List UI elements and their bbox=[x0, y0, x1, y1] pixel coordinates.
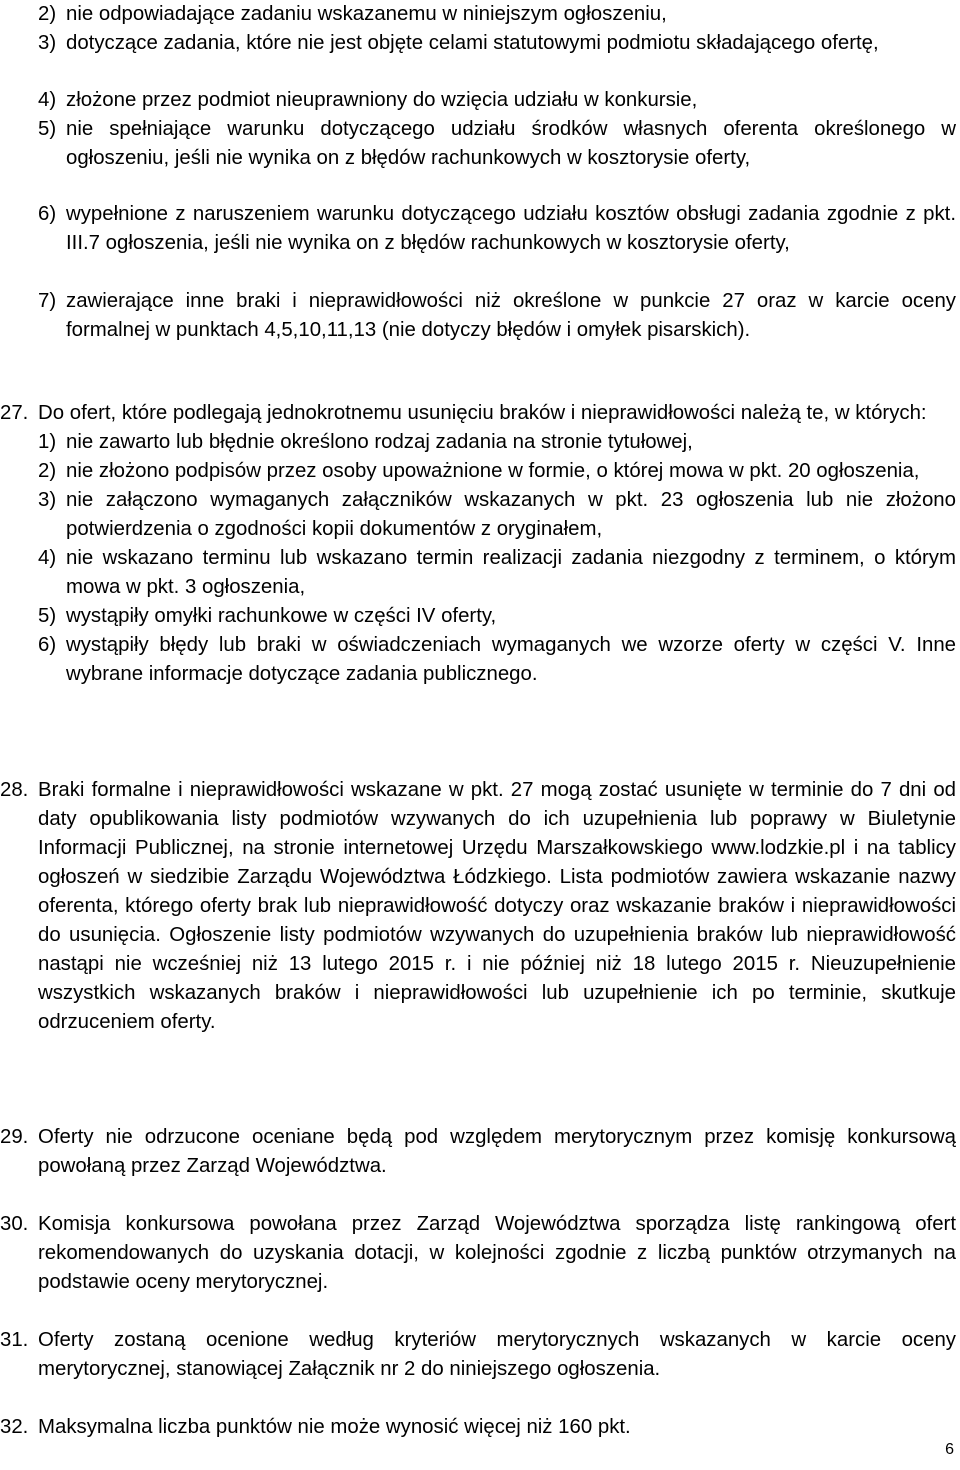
list-item-text: nie złożono podpisów przez osoby upoważnione w formie, o której mowa w pkt. 20 ogłoszenia, bbox=[66, 460, 920, 482]
section-number: 28. bbox=[0, 779, 29, 801]
section-number: 30. bbox=[0, 1213, 29, 1235]
section-28 bbox=[0, 776, 956, 1037]
list-item bbox=[38, 200, 956, 258]
list-item-text: wystąpiły omyłki rachunkowe w części IV oferty, bbox=[66, 605, 497, 627]
list-item-number: 4) bbox=[38, 89, 57, 111]
list-item bbox=[38, 602, 956, 631]
section-text: Do ofert, które podlegają jednokrotnemu usunięciu braków i nieprawidłowości należą te, w których: bbox=[38, 402, 927, 424]
list-item-text: nie spełniające warunku dotyczącego udziału środków własnych oferenta określonego w ogłoszeniu, jeśli nie wynika on z błędów rachunkowych w kosztorysie oferty, bbox=[66, 118, 956, 169]
list-item-text: nie odpowiadające zadaniu wskazanemu w niniejszym ogłoszeniu, bbox=[66, 3, 667, 25]
list-item-number: 4) bbox=[38, 547, 57, 569]
section-number: 29. bbox=[0, 1126, 29, 1148]
list-item-number: 1) bbox=[38, 431, 57, 453]
section-31 bbox=[0, 1326, 956, 1384]
list-item-text: nie wskazano terminu lub wskazano termin realizacji zadania niezgodny z terminem, o którym mowa w pkt. 3 ogłoszenia, bbox=[66, 547, 956, 598]
section-27 bbox=[0, 399, 956, 689]
section-text: Komisja konkursowa powołana przez Zarząd Województwa sporządza listę rankingową ofert rekomendowanych do uzyskania dotacji, w kolejności zgodnie z liczbą punktów otrzymanych na podstawie oceny merytorycznej. bbox=[38, 1213, 956, 1293]
list-item bbox=[38, 631, 956, 689]
list-item bbox=[38, 0, 956, 29]
list-item-number: 2) bbox=[38, 3, 57, 25]
list-item-text: nie zawarto lub błędnie określono rodzaj zadania na stronie tytułowej, bbox=[66, 431, 693, 453]
list-item-text: dotyczące zadania, które nie jest objęte celami statutowymi podmiotu składającego ofertę, bbox=[66, 32, 879, 54]
list-item-number: 7) bbox=[38, 290, 57, 312]
section-29 bbox=[0, 1123, 956, 1181]
list-item-number: 2) bbox=[38, 460, 57, 482]
list-item bbox=[38, 486, 956, 544]
list-item-number: 6) bbox=[38, 634, 57, 656]
list-item-text: nie załączono wymaganych załączników wskazanych w pkt. 23 ogłoszenia lub nie złożono potwierdzenia o zgodności kopii dokumentów z oryginałem, bbox=[66, 489, 956, 540]
list-item-text: zawierające inne braki i nieprawidłowości niż określone w punkcie 27 oraz w karcie oceny formalnej w punktach 4,5,10,11,13 (nie dotyczy błędów i omyłek pisarskich). bbox=[66, 290, 956, 341]
list-item-text: złożone przez podmiot nieuprawniony do wzięcia udziału w konkursie, bbox=[66, 89, 698, 111]
section-text: Oferty nie odrzucone oceniane będą pod względem merytorycznym przez komisję konkursową powołaną przez Zarząd Województwa. bbox=[38, 1126, 956, 1177]
list-item bbox=[38, 86, 956, 115]
list-item bbox=[38, 29, 956, 58]
list-item bbox=[38, 287, 956, 345]
list-item-number: 5) bbox=[38, 605, 57, 627]
section-32 bbox=[0, 1413, 956, 1442]
list-item bbox=[38, 428, 956, 457]
section-number: 27. bbox=[0, 402, 29, 424]
section-text: Oferty zostaną ocenione według kryteriów merytorycznych wskazanych w karcie oceny merytorycznej, stanowiącej Załącznik nr 2 do niniejszego ogłoszenia. bbox=[38, 1329, 956, 1380]
section-text: Maksymalna liczba punktów nie może wynosić więcej niż 160 pkt. bbox=[38, 1416, 631, 1438]
section-number: 31. bbox=[0, 1329, 29, 1351]
section-text: Braki formalne i nieprawidłowości wskazane w pkt. 27 mogą zostać usunięte w terminie do 7 dni od daty opublikowania listy podmiotów wzywanych do ich uzupełnienia lub poprawy w Biuletynie Informacji Publicznej, na stronie internetowej Urzędu Marszałkowskiego www.lodzkie.pl i na tablicy ogłoszeń w siedzibie Zarządu Województwa Łódzkiego. Lista podmiotów zawiera wskazanie nazwy oferenta, którego oferty brak lub nieprawidłowość dotyczy oraz wskazanie braków i nieprawidłowości do usunięcia. Ogłoszenie listy podmiotów wzywanych do uzupełnienia braków lub nieprawidłowość nastąpi nie wcześniej niż 13 lutego 2015 r. i nie później niż 18 lutego 2015 r. Nieuzupełnienie wszystkich wskazanych braków i nieprawidłowości lub uzupełnienie ich po terminie, skutkuje odrzuceniem oferty. bbox=[38, 779, 956, 1033]
list-item bbox=[38, 544, 956, 602]
list-item bbox=[38, 457, 956, 486]
list-item-number: 6) bbox=[38, 203, 57, 225]
section-number: 32. bbox=[0, 1416, 29, 1438]
list-item-number: 3) bbox=[38, 32, 57, 54]
page-number: 6 bbox=[945, 1441, 954, 1458]
section-30 bbox=[0, 1210, 956, 1297]
list-item bbox=[38, 115, 956, 173]
list-item-number: 5) bbox=[38, 118, 57, 140]
list-item-number: 3) bbox=[38, 489, 57, 511]
list-item-text: wypełnione z naruszeniem warunku dotyczącego udziału kosztów obsługi zadania zgodnie z pkt. III.7 ogłoszenia, jeśli nie wynika on z błędów rachunkowych w kosztorysie oferty, bbox=[66, 203, 956, 254]
list-item-text: wystąpiły błędy lub braki w oświadczeniach wymaganych we wzorze oferty w części V. Inne wybrane informacje dotyczące zadania publicznego. bbox=[66, 634, 956, 685]
